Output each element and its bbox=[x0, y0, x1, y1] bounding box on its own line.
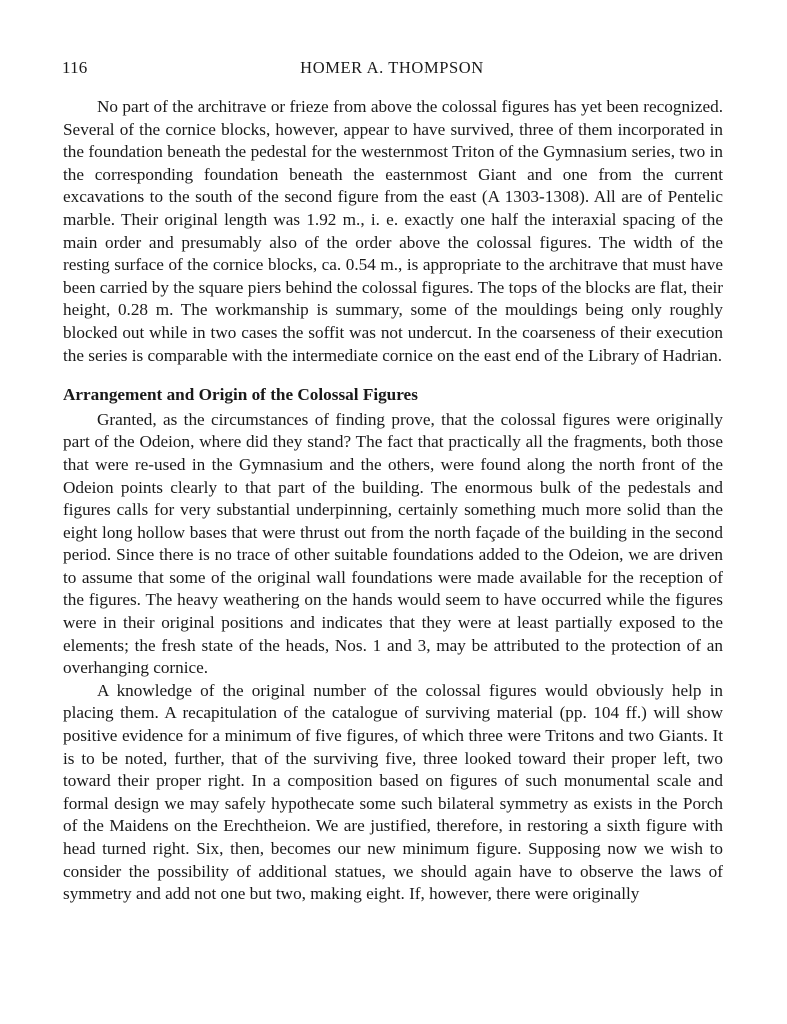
paragraph-original-number: A knowledge of the original number of the colossal figures would obviously help in placing them. A recapitulation of the catalogue of surviving material (pp. 104 ff.) will show positive evidence for a minimum of five figures, of which three were Tritons and two Giants. It is to be noted, further, that of the surviving five, three looked toward their proper left, two toward their proper right. In a composition based on figures of such monumental scale and formal design we may safely hypothecate some such bilateral symmetry as exists in the Porch of the Maidens on the Erechtheion. We are justified, therefore, in restoring a sixth figure with head turned right. Six, then, becomes our new minimum figure. Supposing now we wish to consider the possibility of additional statues, we should again have to observe the laws of symmetry and add not one but two, making eight. If, however, there were originally bbox=[63, 680, 723, 904]
page-number: 116 bbox=[62, 58, 88, 77]
paragraph-cornice-blocks: No part of the architrave or frieze from above the colossal figures has yet been recognized. Several of the cornice blocks, however, appear to have survived, three of them incorporated in the foundation beneath the pedestal for the westernmost Triton of the Gymnasium series, two in the corresponding foundation beneath the easternmost Giant and one from the current excavations to the south of the second figure from the east (A 1303-1308). All are of Pentelic marble. Their original length was 1.92 m., i. e. exactly one half the interaxial spacing of the main order and presumably also of the order above the colossal figures. The width of the resting surface of the cornice blocks, ca. 0.54 m., is appropriate to the architrave that must have been carried by the square piers behind the colossal figures. The tops of the blocks are flat, their height, 0.28 m. The workmanship is summary, some of the mouldings being only roughly blocked out while in two cases the soffit was not undercut. In the coarseness of their execution the series is comparable with the intermediate cornice on the east end of the Library of Hadrian. bbox=[63, 97, 723, 365]
section-heading: Arrangement and Origin of the Colossal Figures bbox=[63, 385, 418, 405]
body-text bbox=[63, 96, 723, 906]
paragraph-original-position: Granted, as the circumstances of finding prove, that the colossal figures were originally part of the Odeion, where did they stand? The fact that practically all the fragments, both those that were re-used in the Gymnasium and the others, were found along the north front of the Odeion points clearly to that part of the building. The enormous bulk of the pedestals and figures calls for very substantial underpinning, certainly something much more solid than the eight long hollow bases that were thrust out from the north façade of the building in the second period. Since there is no trace of other suitable foundations added to the Odeion, we are driven to assume that some of the original wall foundations were made available for the reception of the figures. The heavy weathering on the hands would seem to have occurred while the figures were in their original positions and indicates that they were at least partially exposed to the elements; the fresh state of the heads, Nos. 1 and 3, may be attributed to the protection of an overhanging cornice. bbox=[63, 409, 723, 678]
running-title: HOMER A. THOMPSON bbox=[300, 58, 484, 77]
running-head bbox=[62, 58, 722, 84]
